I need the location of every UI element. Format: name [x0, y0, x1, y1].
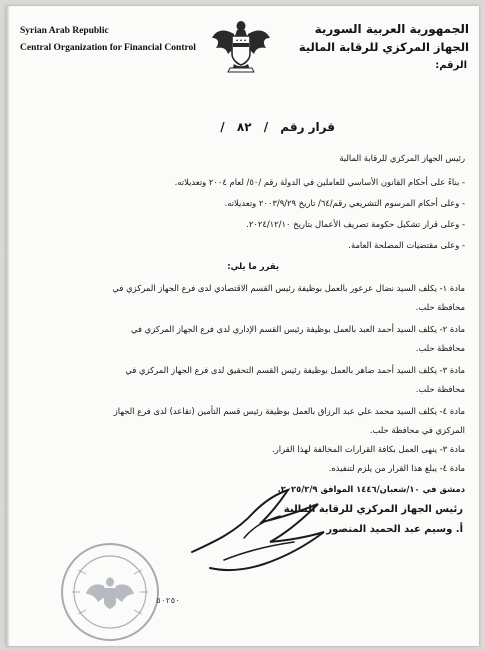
decision-slash-trailing: /: [220, 120, 225, 134]
decision-value: ٨٢: [236, 120, 252, 134]
decision-number: [212, 120, 335, 134]
preamble-line: - وعلى مقتضيات المصلحة العامة.: [348, 240, 465, 250]
article-line: مادة ٤- يبلغ هذا القرار من يلزم لتنفيذه.: [328, 463, 465, 473]
article-line: مادة ٤- يكلف السيد محمد علي عبد الرزاق بالعمل بوظيفة رئيس قسم التأمين (تقاعد) لدى فرع الجهاز: [113, 406, 465, 416]
date-line: دمشق في ١٠/شعبان/١٤٤٦ الموافق ٢٠٢٥/٢/٩.: [277, 484, 465, 494]
header-organization-ar: الجهاز المركزي للرقابة المالية: [298, 40, 469, 54]
preamble-line: - وعلى أحكام المرسوم التشريعي رقم/٦٤/ تاريخ ٢٠٠٣/٩/٢٩ وتعديلاته.: [224, 198, 465, 208]
handwritten-signature: [184, 482, 334, 582]
article-line: مادة ٣- يكلف السيد أحمد ضاهر بالعمل بوظيفة رئيس القسم التحقيق لدى فرع الجهاز المركزي في: [125, 365, 465, 375]
article-line: مادة ٢- يكلف السيد أحمد العبد بالعمل بوظيفة رئيس القسم الإداري لدى فرع الجهاز المركزي في: [131, 324, 465, 334]
article-line: محافظة حلب.: [415, 302, 465, 312]
article-line: مادة ٣- ينهى العمل بكافة القرارات المخالفة لهذا القرار.: [272, 444, 465, 454]
signatory-title: رئيس الجهاز المركزي للرقابة المالية: [283, 504, 463, 515]
decision-label: قرار رقم: [280, 120, 335, 134]
preamble-line: - وعلى قرار تشكيل حكومة تصريف الأعمال بتاريخ ٢٠٢٤/١٢/١٠.: [246, 219, 465, 229]
document-page: [6, 6, 479, 646]
article-line: مادة ١- يكلف السيد نضال عرعور بالعمل بوظيفة رئيس القسم الاقتصادي لدى فرع الجهاز المركزي في: [112, 283, 465, 293]
header-country-en: Syrian Arab Republic: [20, 26, 109, 36]
header-country-ar: الجمهورية العربية السورية: [314, 22, 469, 36]
scan-shadow-edge: [6, 6, 10, 646]
preamble-line: - بناءً على أحكام القانون الأساسي للعاملين في الدولة رقم /٥٠/ لعام ٢٠٠٤ وتعديلاته.: [174, 177, 465, 187]
signatory-name: أ. وسيم عبد الحميد المنصور: [326, 524, 463, 535]
syrian-eagle-emblem-icon: [210, 14, 272, 76]
issuer-line: رئيس الجهاز المركزي للرقابة المالية: [339, 153, 465, 163]
article-line: المركزي في محافظة حلب.: [369, 425, 465, 435]
official-stamp-icon: [58, 540, 162, 644]
article-line: محافظة حلب.: [415, 343, 465, 353]
article-line: محافظة حلب.: [415, 384, 465, 394]
header-reference-label: الرقم:: [435, 60, 467, 71]
decides-heading: يقرر ما يلي:: [227, 261, 279, 271]
stamp-handwritten-number: ٥٠٢٥٠: [156, 596, 181, 605]
decision-slash: /: [263, 120, 269, 134]
header-organization-en: Central Organization for Financial Control: [20, 43, 196, 53]
